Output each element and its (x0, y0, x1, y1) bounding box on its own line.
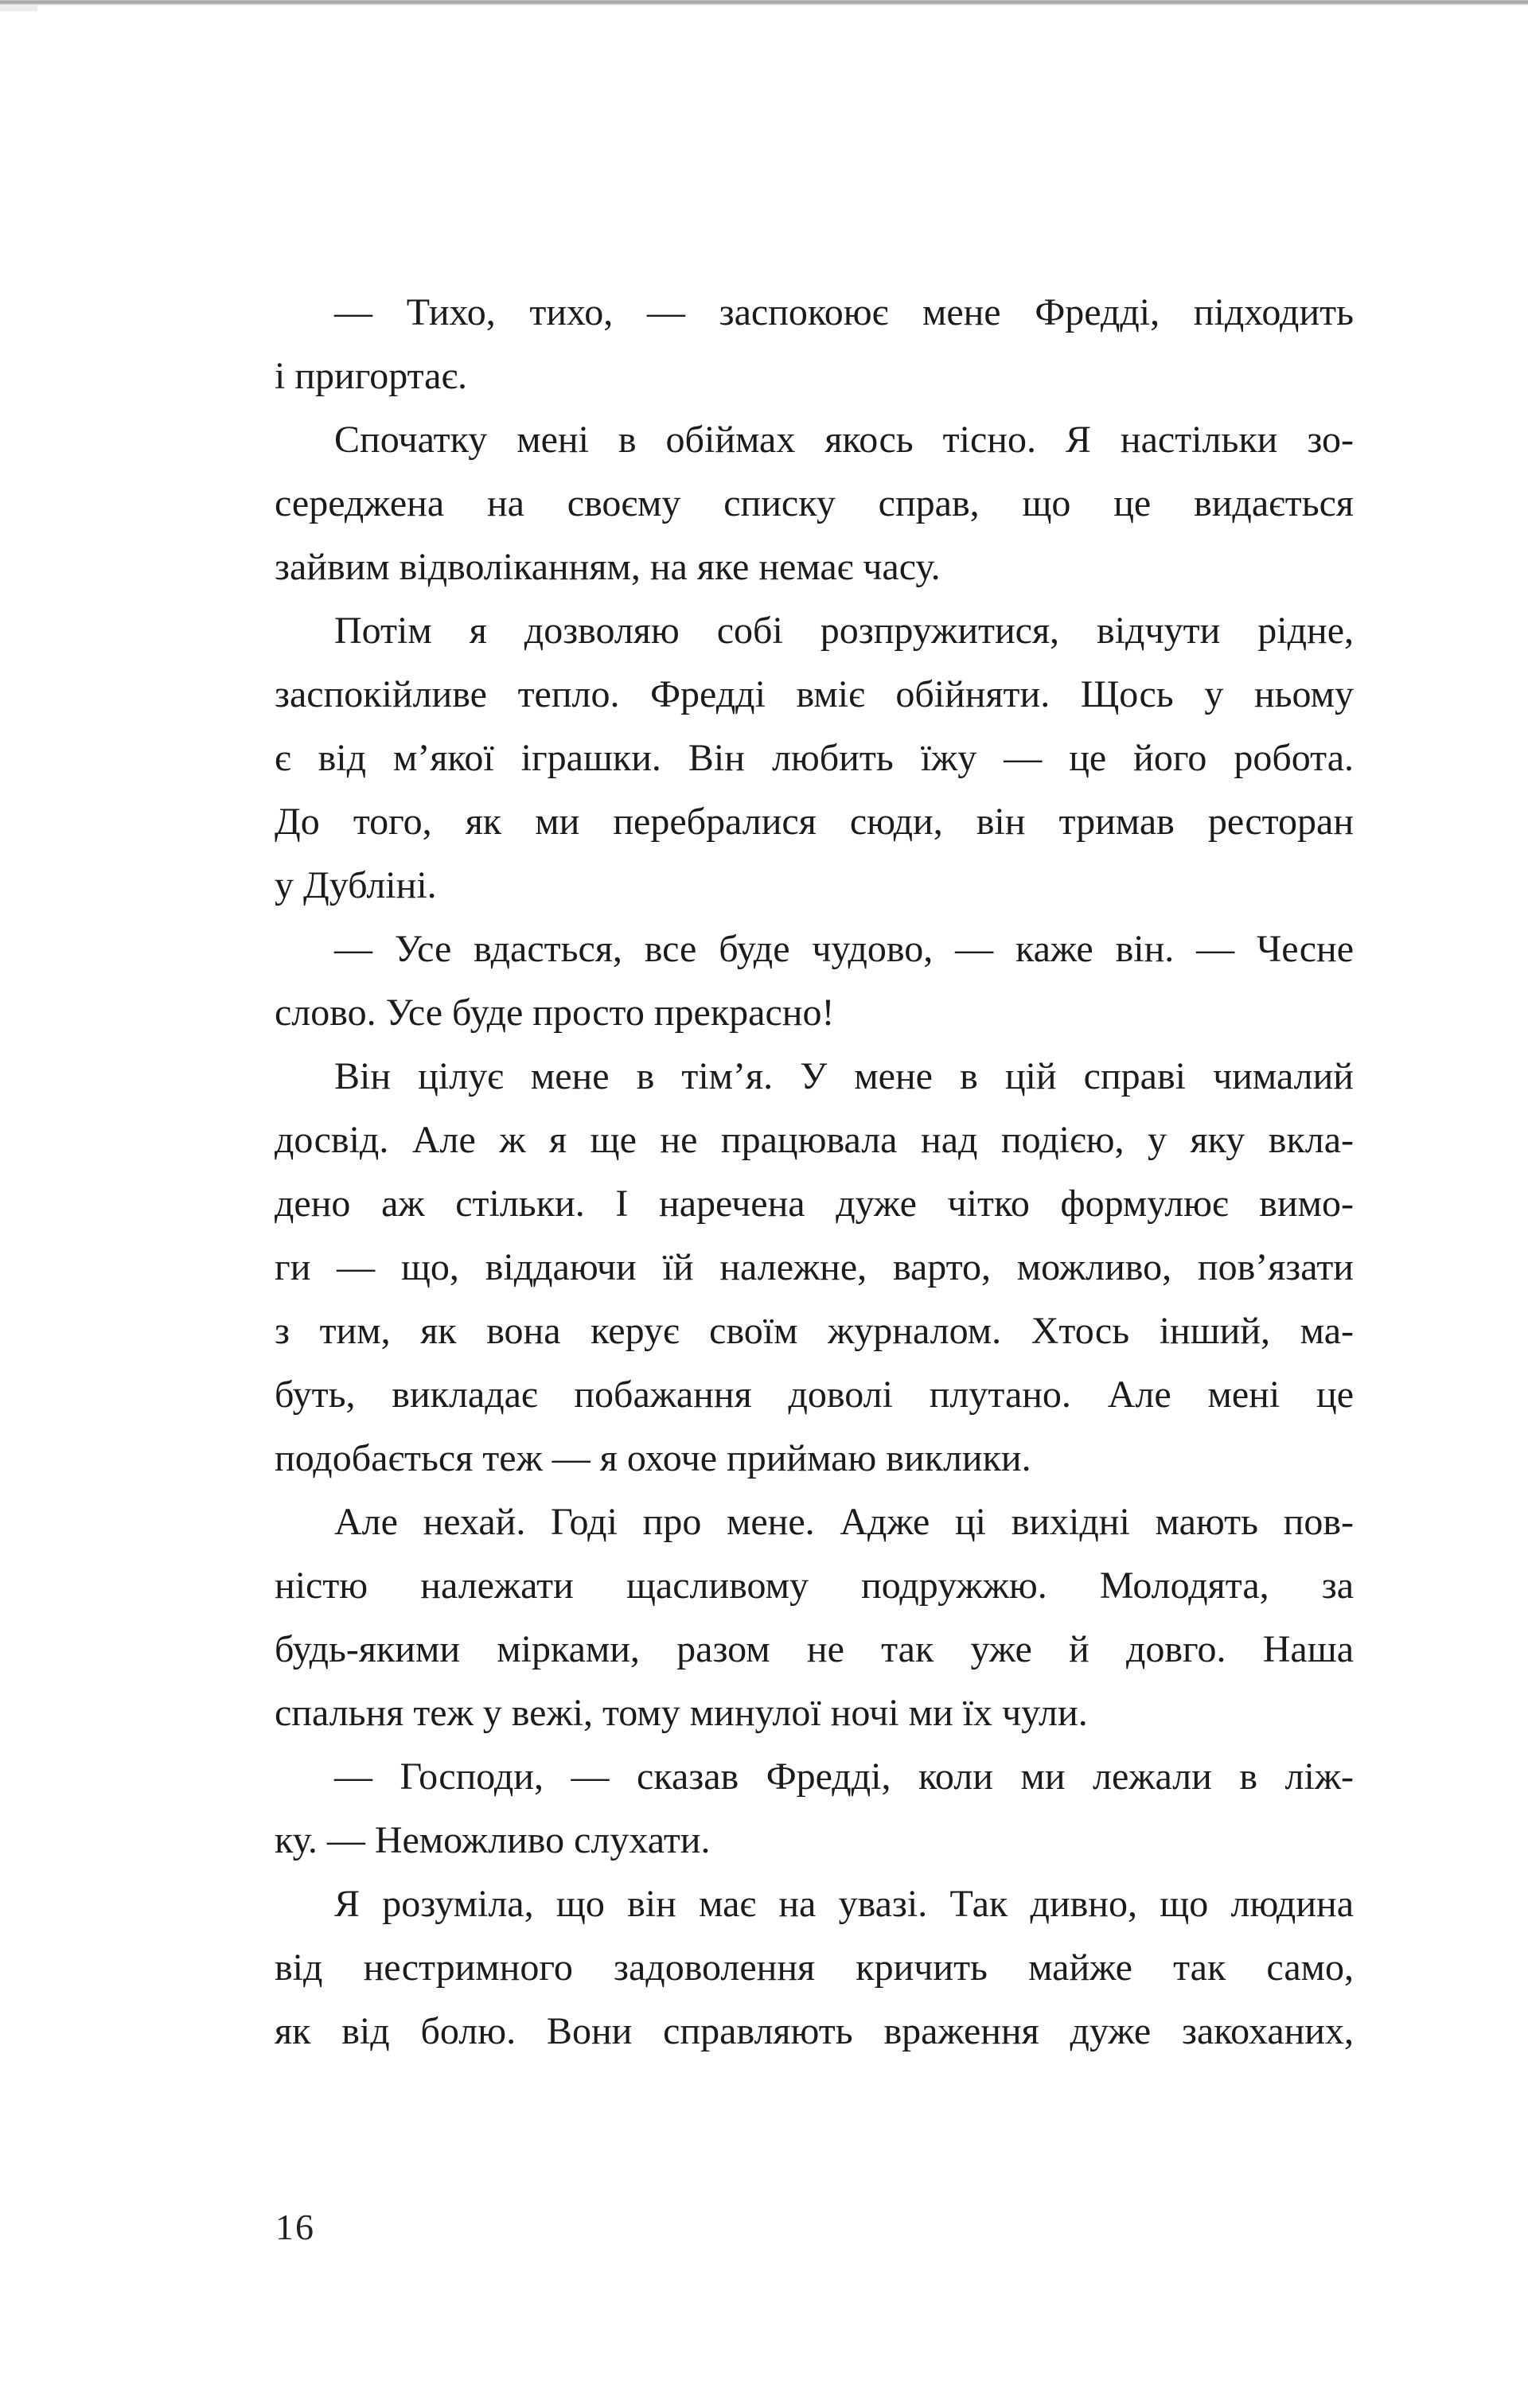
paragraph (275, 599, 1354, 918)
text-line: є від м’якої іграшки. Він любить їжу — це його робота. (275, 737, 1354, 779)
text-line: спальня теж у вежі, тому минулої ночі ми їх чули. (275, 1692, 1088, 1734)
paragraph (275, 918, 1354, 1045)
text-line: з тим, як вона керує своїм журналом. Хтось інший, ма- (275, 1310, 1354, 1352)
text-line: — Господи, — сказав Фредді, коли ми лежали в ліж- (334, 1755, 1354, 1798)
text-line: До того, як ми перебралися сюди, він тримав ресторан (275, 801, 1354, 843)
text-line: досвід. Але ж я ще не працювала над подією, у яку вкла- (275, 1119, 1354, 1161)
page-number: 16 (275, 2207, 315, 2247)
text-line: слово. Усе буде просто прекрасно! (275, 992, 835, 1034)
text-line: — Усе вдасться, все буде чудово, — каже він. — Чесне (334, 928, 1354, 970)
paragraph (275, 281, 1354, 408)
text-line: Але нехай. Годі про мене. Адже ці вихідні мають пов- (334, 1501, 1354, 1543)
text-line: Я розуміла, що він має на увазі. Так дивно, що людина (334, 1883, 1354, 1925)
paragraph (275, 1490, 1354, 1745)
paragraph (275, 1745, 1354, 1872)
text-line: будь-якими мірками, разом не так уже й довго. Наша (275, 1628, 1354, 1670)
scan-corner-artifact (0, 6, 37, 11)
text-line: зайвим відволіканням, на яке немає часу. (275, 546, 941, 588)
text-line: ку. — Неможливо слухати. (275, 1819, 711, 1861)
text-line: Потім я дозволяю собі розпружитися, відчути рідне, (334, 610, 1354, 652)
text-line: як від болю. Вони справляють враження дуже закоханих, (275, 2010, 1354, 2052)
scan-top-edge (0, 0, 1528, 6)
text-line: подобається теж — я охоче приймаю виклики. (275, 1437, 1031, 1479)
text-line: Спочатку мені в обіймах якось тісно. Я настільки зо- (334, 419, 1354, 461)
paragraph (275, 1045, 1354, 1490)
body-text (275, 281, 1354, 2063)
text-line: буть, викладає побажання доволі плутано. Але мені це (275, 1373, 1354, 1416)
text-line: дено аж стільки. І наречена дуже чітко формулює вимо- (275, 1183, 1354, 1225)
text-line: середжена на своєму списку справ, що це видається (275, 482, 1354, 524)
text-line: заспокійливе тепло. Фредді вміє обійняти. Щось у ньому (275, 673, 1354, 715)
text-line: ністю належати щасливому подружжю. Молодята, за (275, 1564, 1354, 1607)
text-line: — Тихо, тихо, — заспокоює мене Фредді, підходить (334, 291, 1354, 333)
text-line: і пригортає. (275, 355, 468, 397)
text-line: ги — що, віддаючи їй належне, варто, можливо, пов’язати (275, 1246, 1354, 1288)
paragraph (275, 1872, 1354, 2063)
text-line: Він цілує мене в тім’я. У мене в цій справі чималий (334, 1055, 1354, 1097)
text-line: у Дубліні. (275, 864, 437, 906)
paragraph (275, 408, 1354, 599)
text-line: від нестримного задоволення кричить майже так само, (275, 1946, 1354, 1989)
